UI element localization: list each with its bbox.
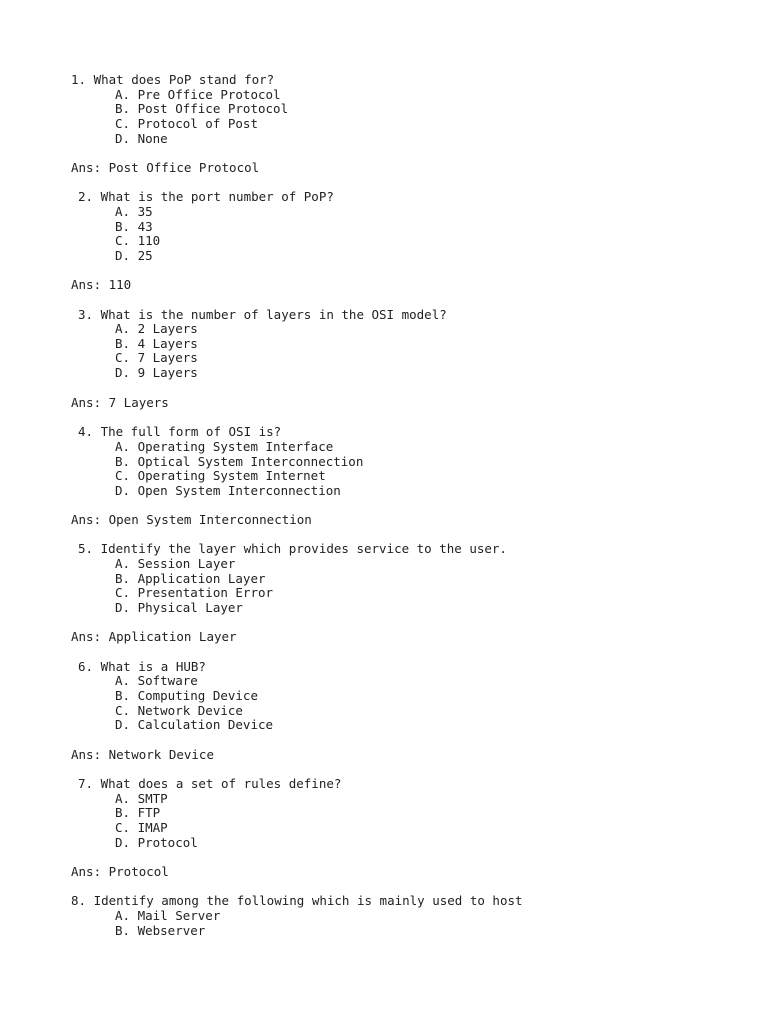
question-text: 2. What is the port number of PoP? xyxy=(78,189,334,204)
answer-text: Ans: 110 xyxy=(71,277,132,292)
option-b: B. Optical System Interconnection xyxy=(115,454,364,469)
question-text: 1. What does PoP stand for? xyxy=(71,72,275,87)
option-c: C. Presentation Error xyxy=(115,585,274,600)
option-d: D. 9 Layers xyxy=(115,365,198,380)
answer-text: Ans: Network Device xyxy=(71,747,214,762)
option-c: C. 7 Layers xyxy=(115,350,198,365)
question-text: 3. What is the number of layers in the OSI model? xyxy=(78,307,447,322)
answer-text: Ans: Protocol xyxy=(71,864,169,879)
option-c: C. 110 xyxy=(115,233,161,248)
option-b: B. Webserver xyxy=(115,923,206,938)
option-d: D. None xyxy=(115,131,168,146)
option-a: A. SMTP xyxy=(115,791,168,806)
question-text: 4. The full form of OSI is? xyxy=(78,424,282,439)
option-a: A. Operating System Interface xyxy=(115,439,334,454)
option-b: B. 43 xyxy=(115,219,153,234)
option-a: A. 2 Layers xyxy=(115,321,198,336)
option-a: A. Pre Office Protocol xyxy=(115,87,281,102)
option-b: B. FTP xyxy=(115,805,161,820)
option-d: D. Open System Interconnection xyxy=(115,483,341,498)
question-text: 7. What does a set of rules define? xyxy=(78,776,342,791)
option-c: C. IMAP xyxy=(115,820,168,835)
option-c: C. Operating System Internet xyxy=(115,468,326,483)
option-c: C. Protocol of Post xyxy=(115,116,258,131)
option-d: D. 25 xyxy=(115,248,153,263)
option-b: B. 4 Layers xyxy=(115,336,198,351)
answer-text: Ans: Post Office Protocol xyxy=(71,160,260,175)
answer-text: Ans: Application Layer xyxy=(71,629,237,644)
question-text: 6. What is a HUB? xyxy=(78,659,206,674)
option-c: C. Network Device xyxy=(115,703,243,718)
option-a: A. Session Layer xyxy=(115,556,236,571)
option-b: B. Post Office Protocol xyxy=(115,101,289,116)
option-a: A. Mail Server xyxy=(115,908,221,923)
question-text: 5. Identify the layer which provides service to the user. xyxy=(78,541,507,556)
answer-text: Ans: Open System Interconnection xyxy=(71,512,312,527)
answer-text: Ans: 7 Layers xyxy=(71,395,169,410)
option-b: B. Computing Device xyxy=(115,688,258,703)
option-b: B. Application Layer xyxy=(115,571,266,586)
question-text: 8. Identify among the following which is mainly used to host xyxy=(71,893,523,908)
option-d: D. Calculation Device xyxy=(115,717,274,732)
option-d: D. Physical Layer xyxy=(115,600,243,615)
option-a: A. Software xyxy=(115,673,198,688)
option-a: A. 35 xyxy=(115,204,153,219)
option-d: D. Protocol xyxy=(115,835,198,850)
